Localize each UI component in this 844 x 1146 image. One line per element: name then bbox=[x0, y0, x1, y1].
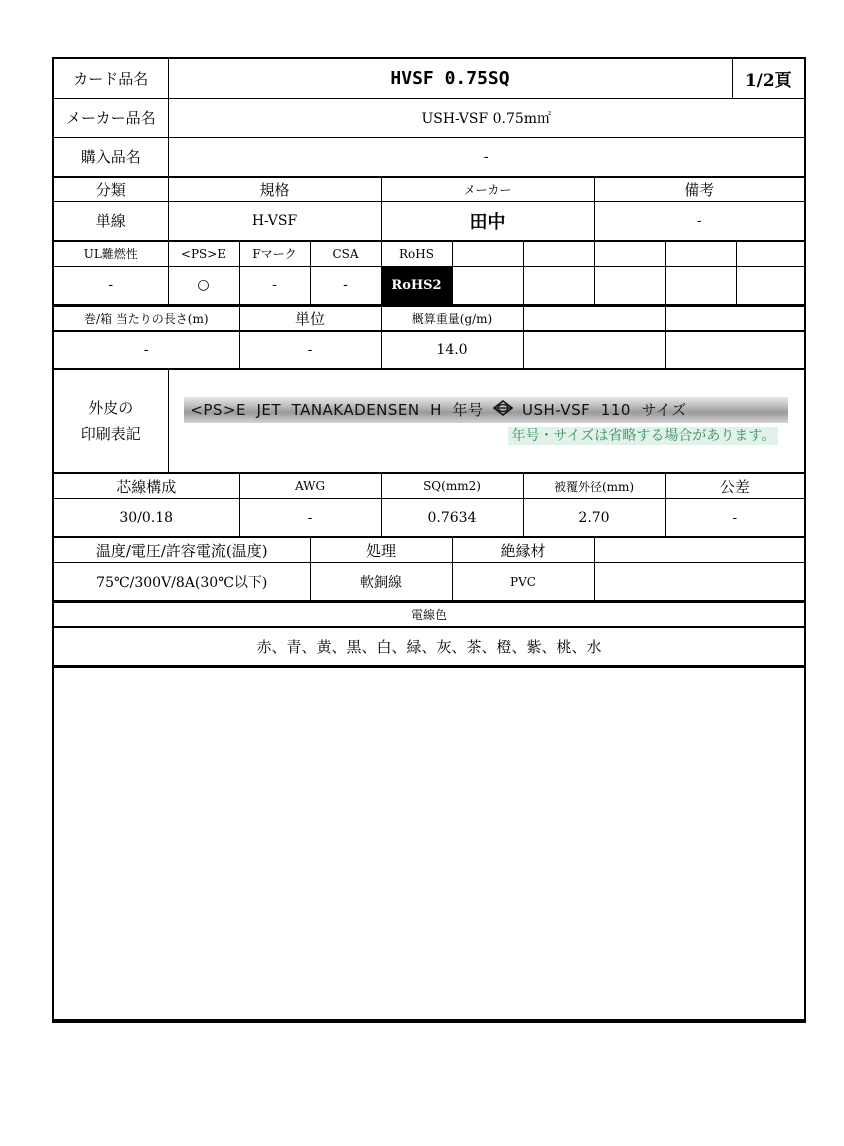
pse-diamond-icon bbox=[493, 398, 513, 424]
card-name-value: HVSF 0.75SQ bbox=[168, 59, 732, 98]
construction-table bbox=[54, 473, 804, 537]
rohs-value: RoHS2 bbox=[381, 266, 452, 304]
rating-header: 温度/電圧/許容電流(温度) bbox=[54, 538, 310, 563]
length-value: - bbox=[54, 331, 239, 369]
card-name-label: カード品名 bbox=[54, 59, 168, 98]
strand-value: 30/0.18 bbox=[54, 499, 239, 537]
marking-content bbox=[168, 370, 804, 473]
ul-header: UL難燃性 bbox=[54, 241, 168, 266]
print-note-text: 年号・サイズは省略する場合があります。 bbox=[508, 427, 778, 445]
header-table bbox=[54, 59, 804, 177]
cert-header-blank-2 bbox=[523, 241, 594, 266]
print-text-after-logo: USH-VSF 110 サイズ bbox=[522, 401, 687, 419]
wire-color-value: 赤、青、黄、黒、白、緑、灰、茶、橙、紫、桃、水 bbox=[54, 627, 804, 665]
print-note bbox=[184, 425, 788, 445]
od-header: 被覆外径(mm) bbox=[523, 474, 665, 499]
weight-value: 14.0 bbox=[381, 331, 523, 369]
print-text-before-logo: <PS>E JET TANAKADENSEN H 年号 bbox=[190, 401, 484, 419]
print-banner bbox=[184, 397, 788, 423]
cert-value-blank-1 bbox=[452, 266, 523, 304]
cert-header-blank-5 bbox=[736, 241, 804, 266]
insulation-value: PVC bbox=[452, 563, 594, 601]
rohs-header: RoHS bbox=[381, 241, 452, 266]
weight-header: 概算重量(g/m) bbox=[381, 306, 523, 331]
awg-value: - bbox=[239, 499, 381, 537]
ul-value: - bbox=[54, 266, 168, 304]
sq-value: 0.7634 bbox=[381, 499, 523, 537]
treatment-header: 処理 bbox=[310, 538, 452, 563]
spec-header: 規格 bbox=[168, 177, 381, 201]
awg-header: AWG bbox=[239, 474, 381, 499]
pack-header-blank-2 bbox=[665, 306, 804, 331]
pack-value-blank-1 bbox=[523, 331, 665, 369]
purchase-label: 購入品名 bbox=[54, 137, 168, 176]
pack-value-blank-2 bbox=[665, 331, 804, 369]
page-number: 1/2頁 bbox=[732, 59, 804, 98]
rating-header-blank bbox=[594, 538, 804, 563]
classification-table bbox=[54, 177, 804, 241]
marking-label-line1: 外皮の bbox=[88, 399, 134, 417]
rating-value-blank bbox=[594, 563, 804, 601]
maker-value: 田中 bbox=[381, 201, 594, 240]
tolerance-value: - bbox=[665, 499, 804, 537]
remarks-value: - bbox=[594, 201, 804, 240]
wire-color-header: 電線色 bbox=[54, 602, 804, 627]
sq-header: SQ(mm2) bbox=[381, 474, 523, 499]
unit-value: - bbox=[239, 331, 381, 369]
pse-value: ○ bbox=[168, 266, 239, 304]
cert-header-blank-3 bbox=[594, 241, 665, 266]
cert-value-blank-3 bbox=[594, 266, 665, 304]
spec-value: H-VSF bbox=[168, 201, 381, 240]
insulation-header: 絶縁材 bbox=[452, 538, 594, 563]
csa-header: CSA bbox=[310, 241, 381, 266]
tolerance-header: 公差 bbox=[665, 474, 804, 499]
maker-part-label: メーカー品名 bbox=[54, 98, 168, 137]
marking-label bbox=[54, 370, 168, 473]
unit-header: 単位 bbox=[239, 306, 381, 331]
maker-header: メーカー bbox=[381, 177, 594, 201]
wire-color-table bbox=[54, 601, 804, 666]
class-header: 分類 bbox=[54, 177, 168, 201]
packaging-table bbox=[54, 305, 804, 370]
strand-header: 芯線構成 bbox=[54, 474, 239, 499]
cert-value-blank-4 bbox=[665, 266, 736, 304]
blank-notes-area bbox=[54, 666, 804, 668]
class-value: 単線 bbox=[54, 201, 168, 240]
fmark-value: - bbox=[239, 266, 310, 304]
spec-sheet bbox=[52, 57, 806, 1023]
marking-label-line2: 印刷表記 bbox=[80, 425, 141, 443]
ratings-table bbox=[54, 537, 804, 601]
cert-header-blank-1 bbox=[452, 241, 523, 266]
od-value: 2.70 bbox=[523, 499, 665, 537]
rating-value: 75℃/300V/8A(30℃以下) bbox=[54, 563, 310, 601]
pack-header-blank-1 bbox=[523, 306, 665, 331]
pse-header: <PS>E bbox=[168, 241, 239, 266]
purchase-value: - bbox=[168, 137, 804, 176]
cert-value-blank-2 bbox=[523, 266, 594, 304]
maker-part-value: USH-VSF 0.75m㎡ bbox=[168, 98, 804, 137]
cert-header-blank-4 bbox=[665, 241, 736, 266]
csa-value: - bbox=[310, 266, 381, 304]
marking-table bbox=[54, 369, 804, 473]
certification-table bbox=[54, 241, 804, 305]
cert-value-blank-5 bbox=[736, 266, 804, 304]
length-header: 巻/箱 当たりの長さ(m) bbox=[54, 306, 239, 331]
fmark-header: Fマーク bbox=[239, 241, 310, 266]
treatment-value: 軟銅線 bbox=[310, 563, 452, 601]
remarks-header: 備考 bbox=[594, 177, 804, 201]
